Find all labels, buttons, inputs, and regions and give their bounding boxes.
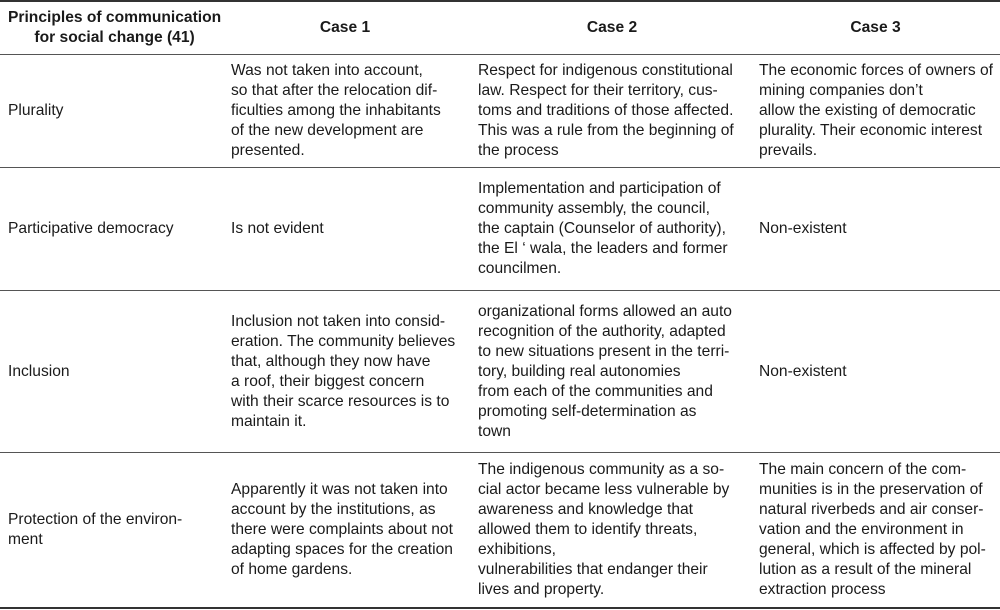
row-plurality-principle: Plurality [8, 102, 64, 119]
row-inclusion-principle: Inclusion [8, 362, 70, 380]
header-case3: Case 3 [850, 19, 901, 36]
row-democracy-principle: Participative democracy [8, 220, 174, 237]
row-plurality-case1: Was not taken into account, so that after the relocation dif- ficulties among the inhabitants of the new development are presented. [231, 62, 441, 159]
header-principles: Principles of communication for social change (41) [8, 9, 222, 46]
header-case1: Case 1 [319, 19, 371, 36]
row-environment-case1: Apparently it was not taken into account by the institutions, as there were complaints about not adapting spaces for the creation of home gardens. [231, 481, 453, 578]
row-democracy-case1: Is not evident [231, 220, 324, 237]
row-inclusion-case2: organizational forms allowed an auto recognition of the authority, adapted to new situations present in the terri- tory, building real autonomies from each of the communities and promoting self-determination as town [478, 302, 732, 440]
row-environment-principle: Protection of the environ- ment [8, 511, 183, 548]
row-inclusion-case3: Non-existent [759, 362, 847, 380]
row-inclusion-case1: Inclusion not taken into consid- eration. The community believes that, although they now have a roof, their biggest concern with their scarce resources is to maintain it. [231, 312, 456, 430]
row-environment-case2: The indigenous community as a so- cial actor became less vulnerable by awareness and knowledge that allowed them to identify threats, exhibitions, vulnerabilities that endanger their lives and property. [478, 461, 730, 598]
table-bottom-rule [0, 607, 1000, 609]
row-democracy-case2: Implementation and participation of community assembly, the council, the captain (Counselor of authority), the El ‘ wala, the leaders and former councilmen. [478, 180, 728, 277]
row-plurality-case2: Respect for indigenous constitutional law. Respect for their territory, cus- toms and traditions of those affected. This was a rule from the beginning of the process [478, 62, 734, 159]
header-case2: Case 2 [586, 19, 638, 36]
row-plurality-case3: The economic forces of owners of mining companies don’t allow the existing of democratic plurality. Their economic interest prevails. [759, 62, 994, 159]
row-democracy-case3: Non-existent [759, 220, 847, 237]
row-environment-case3: The main concern of the com- munities is in the preservation of natural riverbeds and air conser- vation and the environment in general, which is affected by pol- lution as a result of the mineral extraction process [759, 461, 986, 598]
